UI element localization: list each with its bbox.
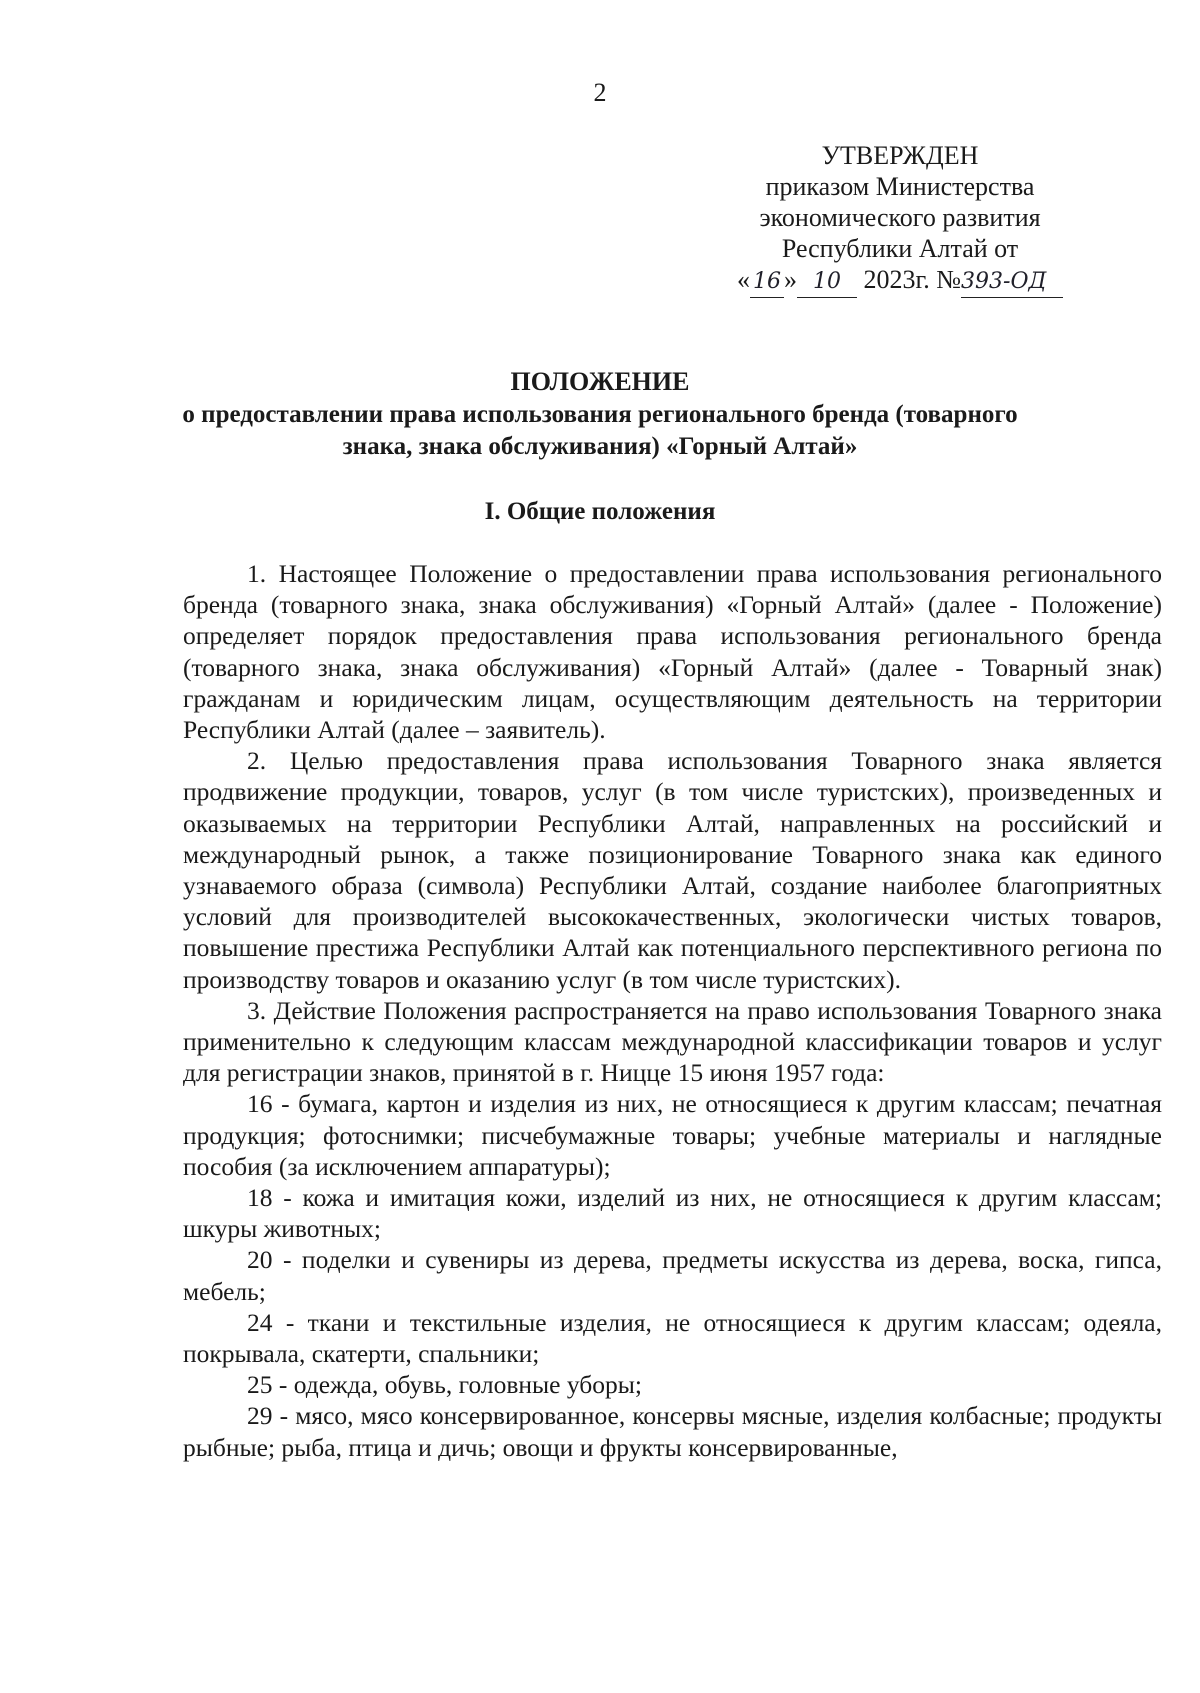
date-close-quote: » <box>783 265 797 294</box>
approval-date-line <box>700 264 1100 298</box>
approval-heading: УТВЕРЖДЕН <box>821 141 979 170</box>
handwritten-month: 10 <box>812 269 841 294</box>
approval-line: экономического развития <box>759 203 1041 232</box>
class-20-item: 20 - поделки и сувениры из дерева, предметы искусства из дерева, воска, гипса, мебель; <box>183 1245 1162 1306</box>
handwritten-day: 16 <box>752 269 781 294</box>
paragraph-2: 2. Целью предоставления права использования Товарного знака является продвижение продукции, товаров, услуг (в том числе туристских), произведенных и оказываемых на территории Республики Алтай, направленных на российский и международный рынок, а также позиционирование Товарного знака как единого узнаваемого образа (символа) Республики Алтай, создание наиболее благоприятных условий для производителей высококачественных, экологически чистых товаров, повышение престижа Республики Алтай как потенциального перспективного региона по производству товаров и оказанию услуг (в том числе туристских). <box>183 746 1162 994</box>
date-open-quote: « <box>736 265 750 294</box>
approval-line: Республики Алтай от <box>781 234 1019 263</box>
date-year: 2023г. № <box>863 265 962 294</box>
class-29-item: 29 - мясо, мясо консервированное, консервы мясные, изделия колбасные; продукты рыбные; рыба, птица и дичь; овощи и фрукты консервированные, <box>183 1401 1162 1462</box>
paragraph-1: 1. Настоящее Положение о предоставлении права использования регионального бренда (товарного знака, знака обслуживания) «Горный Алтай» (далее - Положение) определяет порядок предоставления права использования регионального бренда (товарного знака, знака обслуживания) «Горный Алтай» (далее - Товарный знак) гражданам и юридическим лицам, осуществляющим деятельность на территории Республики Алтай (далее – заявитель). <box>183 559 1162 745</box>
document-body <box>183 558 1162 1463</box>
document-subtitle: о предоставлении права использования регионального бренда (товарного знака, знака обслуживания) «Горный Алтай» <box>182 401 1018 460</box>
document-title: ПОЛОЖЕНИЕ <box>510 367 690 396</box>
class-25-item: 25 - одежда, обувь, головные уборы; <box>247 1370 642 1400</box>
class-16-item: 16 - бумага, картон и изделия из них, не относящиеся к другим классам; печатная продукция; фотоснимки; писчебумажные товары; учебные материалы и наглядные пособия (за исключением аппаратуры); <box>183 1089 1162 1181</box>
section-heading: I. Общие положения <box>484 498 716 525</box>
paragraph-3: 3. Действие Положения распространяется на право использования Товарного знака применительно к следующим классам международной классификации товаров и услуг для регистрации знаков, принятой в г. Ницце 15 июня 1957 года: <box>183 995 1162 1088</box>
handwritten-order-number: 393-ОД <box>961 269 1047 294</box>
class-24-item: 24 - ткани и текстильные изделия, не относящиеся к другим классам; одеяла, покрывала, скатерти, спальники; <box>183 1307 1162 1369</box>
approval-line: приказом Министерства <box>765 172 1035 201</box>
page-number: 2 <box>593 78 607 107</box>
approval-stamp <box>700 140 1100 298</box>
class-18-item: 18 - кожа и имитация кожи, изделий из них, не относящиеся к другим классам; шкуры животных; <box>183 1183 1162 1244</box>
